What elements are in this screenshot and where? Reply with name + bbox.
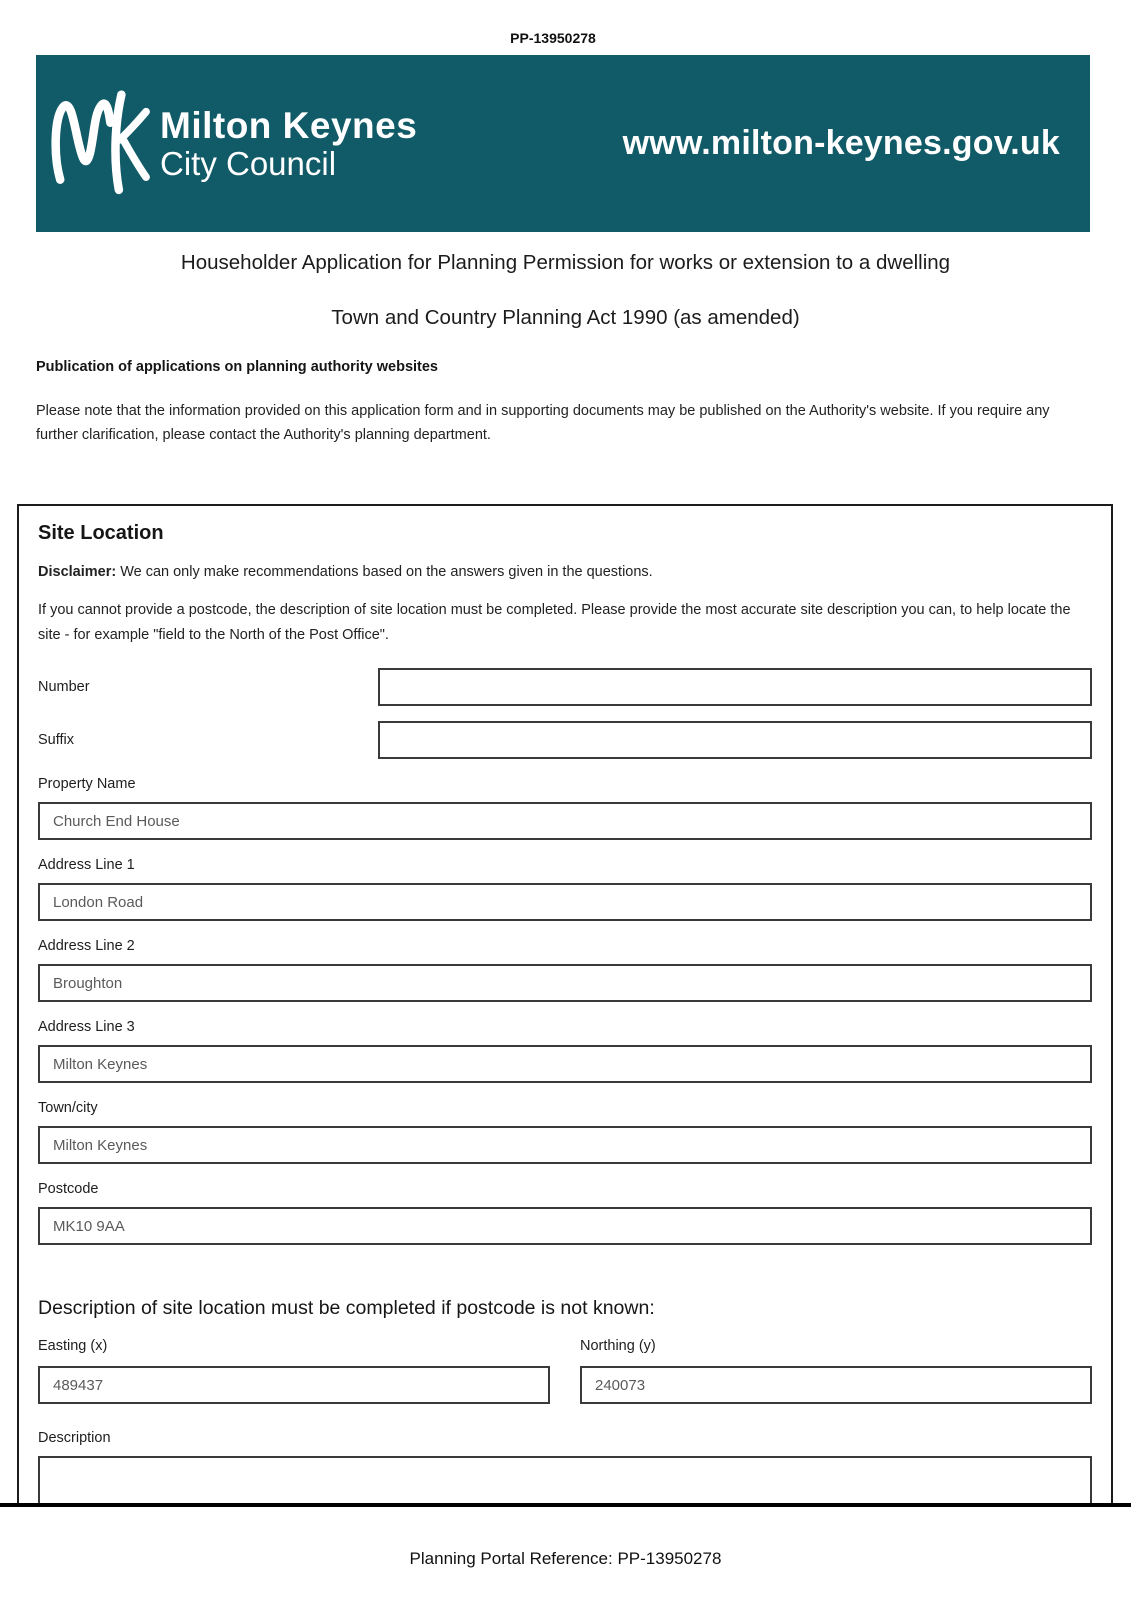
publication-heading: Publication of applications on planning authority websites	[36, 359, 438, 375]
suffix-label: Suffix	[38, 732, 75, 748]
suffix-input[interactable]	[378, 721, 1092, 759]
address-line-2-label: Address Line 2	[38, 938, 135, 954]
number-field-row	[38, 668, 1092, 706]
publication-body: Please note that the information provided on this application form and in supporting documents may be published on the Authority's website. If you require any further clarification, please contact the Authority's planning department.	[36, 403, 1050, 443]
address-line-3-label: Address Line 3	[38, 1019, 135, 1035]
number-label: Number	[38, 679, 90, 695]
easting-label: Easting (x)	[38, 1338, 108, 1354]
description-requirement-heading: Description of site location must be completed if postcode is not known:	[38, 1297, 655, 1319]
postcode-label: Postcode	[38, 1181, 99, 1197]
council-name	[160, 106, 417, 182]
council-header-banner	[36, 55, 1090, 232]
northing-field	[580, 1338, 1092, 1404]
description-field	[38, 1430, 1092, 1503]
planning-portal-reference-footer: Planning Portal Reference: PP-13950278	[409, 1549, 722, 1568]
council-name-line2: City Council	[160, 144, 337, 182]
property-name-input[interactable]	[38, 802, 1092, 840]
disclaimer-body: We can only make recommendations based on the answers given in the questions.	[120, 564, 653, 580]
document-title: Householder Application for Planning Permission for works or extension to a dwelling	[180, 251, 951, 274]
property-name-field	[38, 776, 1092, 840]
description-label: Description	[38, 1430, 111, 1446]
council-website-url: www.milton-keynes.gov.uk	[622, 124, 1060, 162]
section-title: Site Location	[38, 522, 164, 544]
address-line-1-label: Address Line 1	[38, 857, 135, 873]
site-location-intro: If you cannot provide a postcode, the description of site location must be completed. Please provide the most accurate site description you can, to help locate the site - for example "field to the North of the Post Office".	[38, 602, 1071, 643]
easting-field	[38, 1338, 550, 1404]
council-logo	[50, 78, 417, 210]
address-line-3-field	[38, 1019, 1092, 1083]
easting-input[interactable]	[38, 1366, 550, 1404]
postcode-input[interactable]	[38, 1207, 1092, 1245]
address-line-2-field	[38, 938, 1092, 1002]
town-city-input[interactable]	[38, 1126, 1092, 1164]
coordinates-row	[38, 1338, 1092, 1404]
mk-monogram-icon	[50, 78, 152, 210]
address-line-2-input[interactable]	[38, 964, 1092, 1002]
description-textarea[interactable]	[38, 1456, 1092, 1503]
northing-input[interactable]	[580, 1366, 1092, 1404]
suffix-field-row	[38, 721, 1092, 759]
page-break-divider	[0, 1503, 1131, 1507]
document-subtitle: Town and Country Planning Act 1990 (as amended)	[331, 306, 800, 329]
town-city-label: Town/city	[38, 1100, 98, 1116]
disclaimer-label: Disclaimer:	[38, 564, 117, 580]
address-line-3-input[interactable]	[38, 1045, 1092, 1083]
council-name-line1: Milton Keynes	[160, 104, 418, 146]
planning-portal-reference-top: PP-13950278	[510, 30, 596, 46]
town-city-field	[38, 1100, 1092, 1164]
site-location-section	[17, 504, 1113, 1503]
disclaimer-text	[38, 564, 1092, 580]
number-input[interactable]	[378, 668, 1092, 706]
postcode-field	[38, 1181, 1092, 1245]
address-line-1-input[interactable]	[38, 883, 1092, 921]
property-name-label: Property Name	[38, 776, 136, 792]
northing-label: Northing (y)	[580, 1338, 656, 1354]
address-line-1-field	[38, 857, 1092, 921]
